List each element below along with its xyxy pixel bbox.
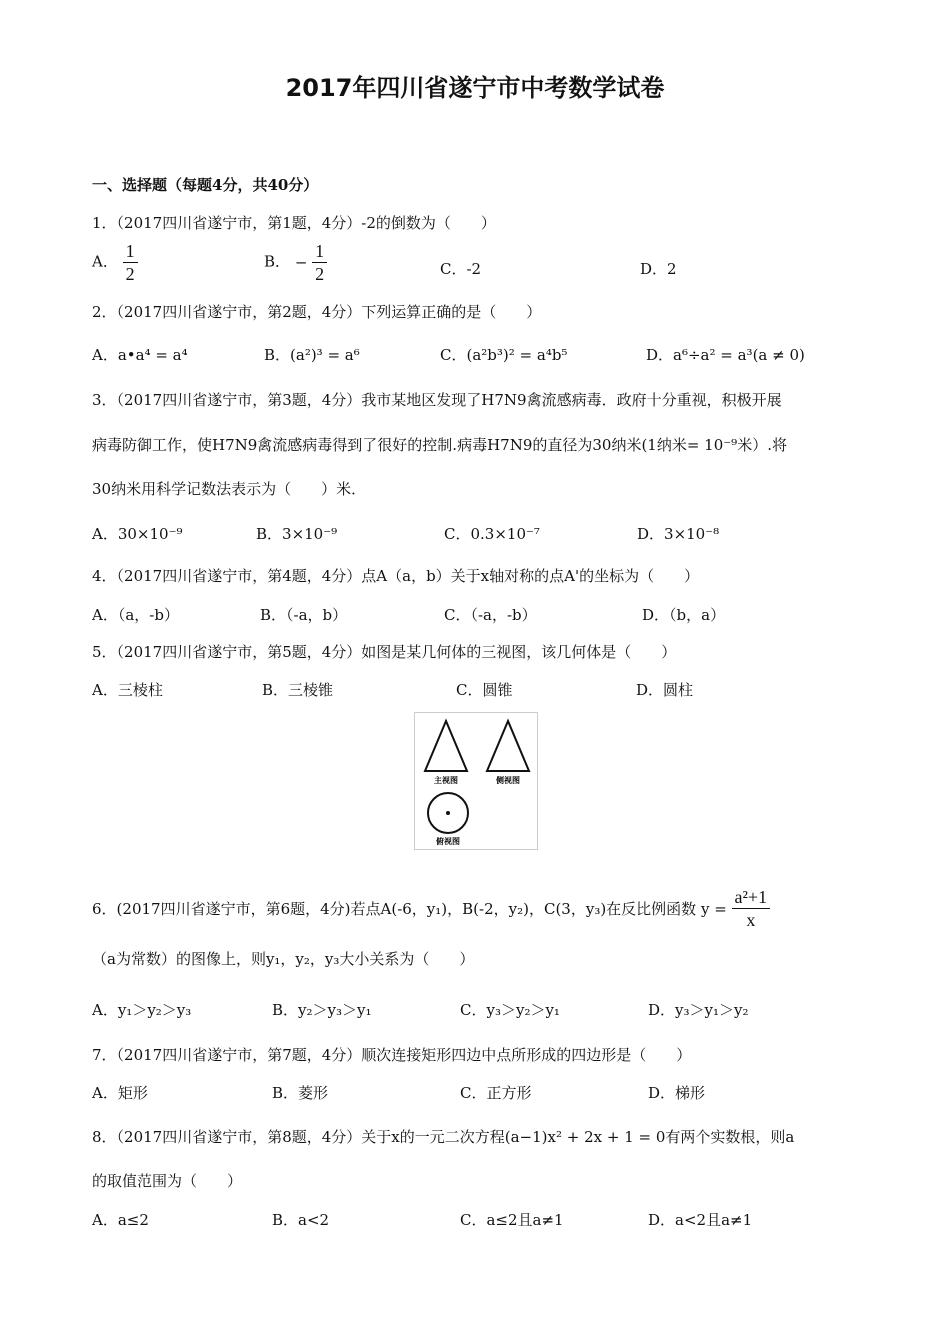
- question-6-option-a[interactable]: A．y₁＞y₂＞y₃: [92, 1001, 192, 1019]
- question-8-option-b[interactable]: B．a<2: [272, 1211, 330, 1229]
- top-view-center-dot: [446, 811, 450, 815]
- question-1-option-b[interactable]: [264, 240, 327, 285]
- question-1-option-c[interactable]: C．-2: [440, 260, 482, 278]
- question-6-option-b[interactable]: B．y₂＞y₃＞y₁: [272, 1001, 372, 1019]
- question-2-stem: 2．（2017四川省遂宁市，第2题，4分）下列运算正确的是（ ）: [92, 303, 542, 321]
- question-3-option-a[interactable]: A．30×10⁻⁹: [92, 525, 183, 543]
- question-5-option-b[interactable]: B．三棱锥: [262, 681, 334, 699]
- question-3-option-b[interactable]: B．3×10⁻⁹: [256, 525, 338, 543]
- fraction: [123, 240, 138, 285]
- fraction-numerator: a²+1: [732, 886, 771, 909]
- question-8-option-a[interactable]: A．a≤2: [92, 1211, 149, 1229]
- option-label: B．: [264, 252, 291, 271]
- question-8-stem-line-2: 的取值范围为（ ）: [92, 1172, 243, 1190]
- question-6-stem-text: 6．(2017四川省遂宁市，第6题，4分)若点A(-6，y₁)，B(-2，y₂)，C(3，y₃)在反比例函数 y =: [92, 900, 727, 918]
- question-7-option-c[interactable]: C．正方形: [460, 1084, 532, 1102]
- front-view-triangle: [425, 721, 467, 771]
- question-4-option-d[interactable]: D．（b，a）: [642, 606, 726, 624]
- minus-sign: −: [294, 253, 308, 272]
- page-title: 2017年四川省遂宁市中考数学试卷: [285, 74, 665, 102]
- fraction-denominator: x: [746, 910, 756, 930]
- question-6-stem-line-1: [92, 886, 770, 931]
- question-6-option-d[interactable]: D．y₃＞y₁＞y₂: [648, 1001, 749, 1019]
- question-4-option-a[interactable]: A．（a，-b）: [92, 606, 179, 624]
- front-view-label: 主视图: [434, 776, 458, 785]
- question-1-option-a[interactable]: [92, 240, 138, 285]
- question-2-option-d[interactable]: D．a⁶÷a² = a³(a ≠ 0): [646, 346, 805, 364]
- question-5-option-d[interactable]: D．圆柱: [636, 681, 694, 699]
- top-view-label: 俯视图: [436, 837, 460, 846]
- function-fraction: [732, 886, 771, 931]
- three-view-figure: [414, 712, 538, 850]
- question-8-option-d[interactable]: D．a<2且a≠1: [648, 1211, 753, 1229]
- side-view-label: 侧视图: [496, 776, 520, 785]
- question-8-stem-line-1: 8．（2017四川省遂宁市，第8题，4分）关于x的一元二次方程(a−1)x² + 2x + 1 = 0有两个实数根，则a: [92, 1128, 795, 1146]
- question-4-option-b[interactable]: B．（-a，b）: [260, 606, 348, 624]
- question-3-option-c[interactable]: C．0.3×10⁻⁷: [444, 525, 540, 543]
- question-7-option-b[interactable]: B．菱形: [272, 1084, 329, 1102]
- fraction-denominator: 2: [315, 264, 325, 284]
- fraction-denominator: 2: [125, 264, 135, 284]
- question-2-option-c[interactable]: C．(a²b³)² = a⁴b⁵: [440, 346, 568, 364]
- fraction-numerator: 1: [312, 240, 327, 263]
- question-5-option-c[interactable]: C．圆锥: [456, 681, 513, 699]
- question-4-option-c[interactable]: C．（-a，-b）: [444, 606, 537, 624]
- fraction: [312, 240, 327, 285]
- question-3-stem-line-2: 病毒防御工作，使H7N9禽流感病毒得到了很好的控制.病毒H7N9的直径为30纳米(1纳米= 10⁻⁹米）.将: [92, 436, 787, 454]
- question-7-option-a[interactable]: A．矩形: [92, 1084, 148, 1102]
- question-6-stem-line-2: （a为常数）的图像上，则y₁，y₂，y₃大小关系为（ ）: [92, 950, 475, 968]
- question-1-option-d[interactable]: D．2: [640, 260, 677, 278]
- question-6-option-c[interactable]: C．y₃＞y₂＞y₁: [460, 1001, 560, 1019]
- question-4-stem: 4．（2017四川省遂宁市，第4题，4分）点A（a，b）关于x轴对称的点A'的坐标为（ ）: [92, 567, 700, 585]
- three-view-drawing: [415, 713, 537, 849]
- question-2-option-a[interactable]: A．a•a⁴ = a⁴: [92, 346, 188, 364]
- question-8-option-c[interactable]: C．a≤2且a≠1: [460, 1211, 564, 1229]
- question-1-stem: 1．（2017四川省遂宁市，第1题，4分）-2的倒数为（ ）: [92, 214, 496, 232]
- question-5-option-a[interactable]: A．三棱柱: [92, 681, 163, 699]
- fraction-numerator: 1: [123, 240, 138, 263]
- option-label: A．: [92, 252, 118, 271]
- question-3-stem-line-1: 3．（2017四川省遂宁市，第3题，4分）我市某地区发现了H7N9禽流感病毒．政府十分重视，积极开展: [92, 391, 782, 409]
- question-3-stem-line-3: 30纳米用科学记数法表示为（ ）米．: [92, 480, 367, 498]
- section-heading: 一、选择题（每题4分，共40分）: [92, 176, 319, 194]
- question-5-stem: 5．（2017四川省遂宁市，第5题，4分）如图是某几何体的三视图，该几何体是（ ）: [92, 643, 677, 661]
- question-7-option-d[interactable]: D．梯形: [648, 1084, 706, 1102]
- question-7-stem: 7．（2017四川省遂宁市，第7题，4分）顺次连接矩形四边中点所形成的四边形是（ ）: [92, 1046, 692, 1064]
- question-2-option-b[interactable]: B．(a²)³ = a⁶: [264, 346, 360, 364]
- side-view-triangle: [487, 721, 529, 771]
- question-3-option-d[interactable]: D．3×10⁻⁸: [637, 525, 720, 543]
